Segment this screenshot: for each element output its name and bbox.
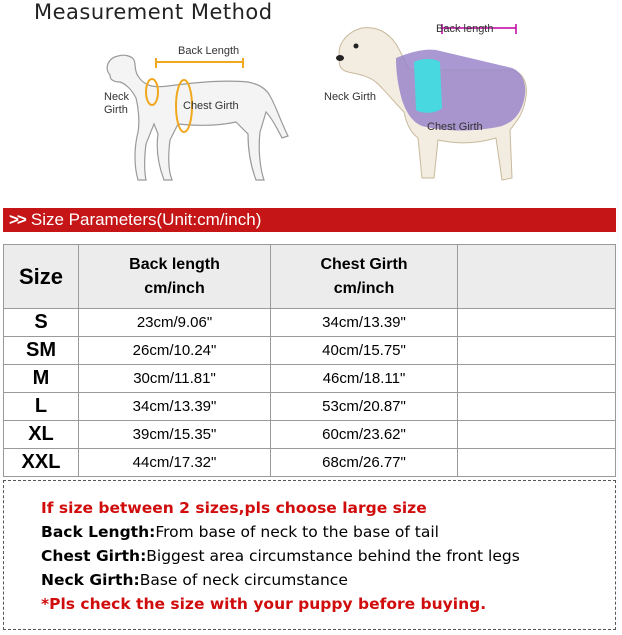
size-table — [3, 244, 616, 477]
chest-girth-cell: 46cm/18.11" — [271, 365, 458, 393]
chest-girth-note-text: Biggest area circumstance behind the front legs — [146, 547, 520, 565]
size-parameters-bar — [3, 208, 616, 232]
back-length-note — [41, 523, 439, 541]
table-row — [4, 421, 616, 449]
size-cell: SM — [4, 337, 79, 365]
size-parameters-heading: Size Parameters(Unit:cm/inch) — [30, 210, 262, 229]
measurement-method-title: Measurement Method — [34, 0, 273, 24]
table-row — [4, 393, 616, 421]
back-length-cell: 23cm/9.06" — [79, 309, 271, 337]
chest-girth-column-header — [271, 245, 458, 309]
notes-box — [3, 480, 616, 630]
chest-girth-cell: 40cm/15.75" — [271, 337, 458, 365]
size-cell: XL — [4, 421, 79, 449]
empty-cell — [458, 337, 616, 365]
empty-column-header — [458, 245, 616, 309]
table-row — [4, 365, 616, 393]
right-chest-girth-label: Chest Girth — [427, 121, 483, 133]
back-length-column-header — [79, 245, 271, 309]
back-length-cell: 30cm/11.81" — [79, 365, 271, 393]
chest-girth-cell: 34cm/13.39" — [271, 309, 458, 337]
empty-cell — [458, 449, 616, 477]
neck-girth-note-label: Neck Girth: — [41, 571, 140, 589]
table-row — [4, 449, 616, 477]
size-cell: XXL — [4, 449, 79, 477]
back-length-cell: 44cm/17.32" — [79, 449, 271, 477]
chest-girth-cell: 68cm/26.77" — [271, 449, 458, 477]
left-neck-label-line2: Girth — [104, 104, 128, 116]
size-cell: M — [4, 365, 79, 393]
back-length-note-text: From base of neck to the base of tail — [155, 523, 439, 541]
back-length-cell: 26cm/10.24" — [79, 337, 271, 365]
right-back-length-label: Back length — [436, 23, 494, 35]
choose-large-size-note: If size between 2 sizes,pls choose large size — [41, 499, 427, 517]
left-neck-label-line1: Neck — [104, 91, 130, 103]
back-length-cell: 39cm/15.35" — [79, 421, 271, 449]
chest-girth-note — [41, 547, 520, 565]
neck-girth-note-text: Base of neck circumstance — [139, 571, 348, 589]
chest-girth-header-line2: cm/inch — [333, 279, 395, 297]
back-length-cell: 34cm/13.39" — [79, 393, 271, 421]
empty-cell — [458, 421, 616, 449]
double-chevron-icon: >> — [9, 210, 25, 229]
left-neck-girth-label — [104, 91, 129, 117]
dog-coat-illustration — [326, 18, 556, 188]
chest-girth-cell: 60cm/23.62" — [271, 421, 458, 449]
back-length-header-line1: Back length — [129, 255, 220, 273]
chest-girth-note-label: Chest Girth: — [41, 547, 147, 565]
table-row — [4, 337, 616, 365]
right-neck-girth-label: Neck Girth — [324, 91, 376, 103]
empty-cell — [458, 309, 616, 337]
size-cell: S — [4, 309, 79, 337]
check-size-warning: *Pls check the size with your puppy before buying. — [41, 595, 487, 613]
left-back-length-label: Back Length — [178, 45, 240, 57]
table-row — [4, 309, 616, 337]
empty-cell — [458, 365, 616, 393]
neck-girth-note — [41, 571, 348, 589]
size-table-header-row — [4, 245, 616, 309]
back-length-header-line2: cm/inch — [144, 279, 205, 297]
size-cell: L — [4, 393, 79, 421]
chest-girth-header-line1: Chest Girth — [320, 255, 408, 273]
chest-girth-cell: 53cm/20.87" — [271, 393, 458, 421]
size-column-header: Size — [4, 245, 79, 309]
left-chest-girth-label: Chest Girth — [183, 100, 239, 112]
empty-cell — [458, 393, 616, 421]
back-length-note-label: Back Length: — [41, 523, 156, 541]
